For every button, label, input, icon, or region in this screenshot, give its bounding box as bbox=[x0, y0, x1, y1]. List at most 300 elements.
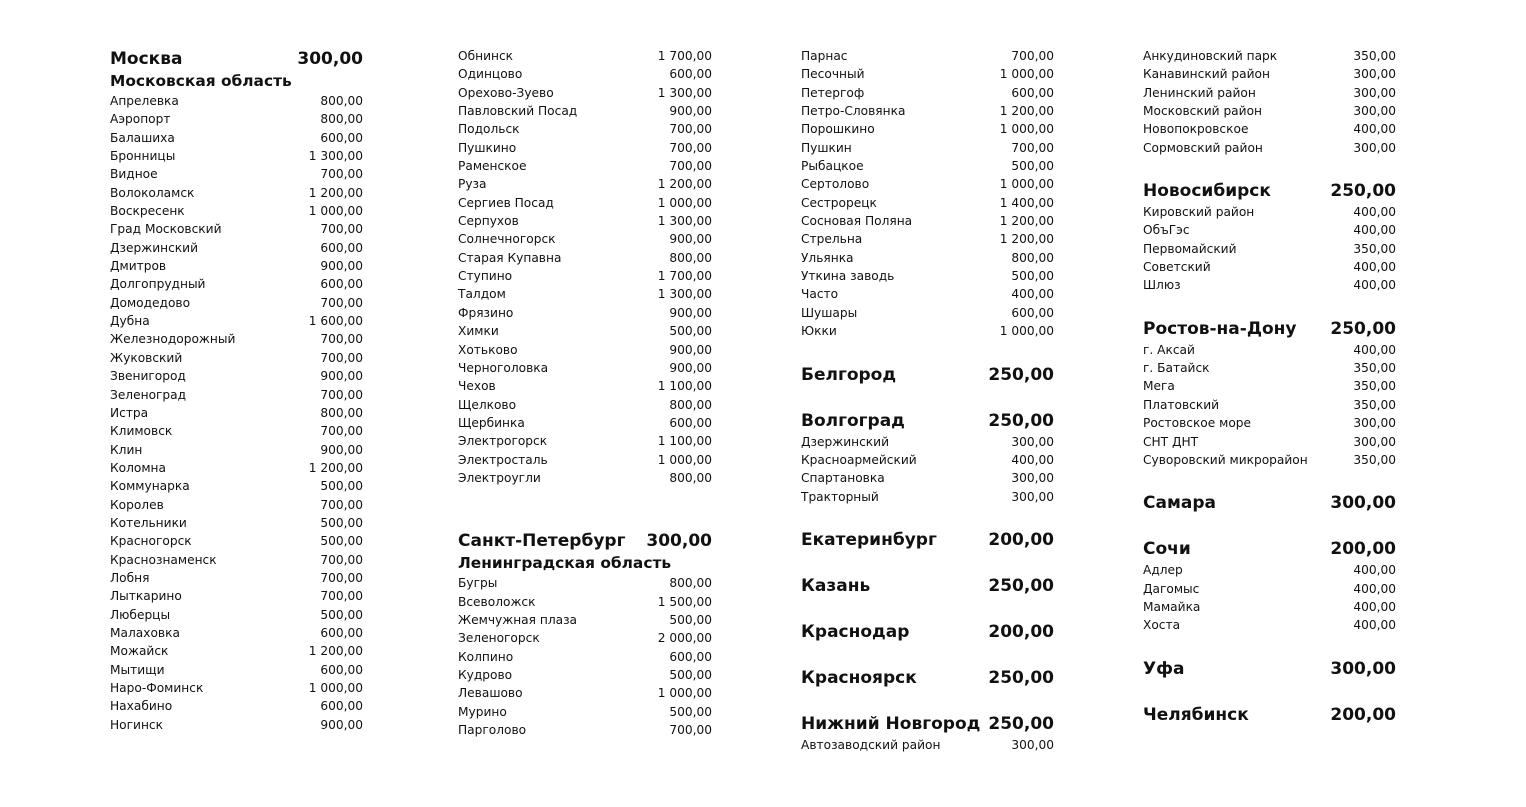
location-name: Шушары bbox=[801, 305, 858, 320]
price-row bbox=[801, 322, 1054, 340]
price-row bbox=[110, 587, 363, 605]
location-name: Климовск bbox=[110, 424, 173, 439]
location-price: 900,00 bbox=[320, 369, 363, 384]
location-name: Электросталь bbox=[458, 452, 548, 467]
location-name: Долгопрудный bbox=[110, 277, 206, 292]
city-name: Уфа bbox=[1143, 658, 1185, 679]
price-row bbox=[1143, 120, 1396, 138]
location-price: 1 300,00 bbox=[657, 85, 712, 100]
location-name: Сормовский район bbox=[1143, 140, 1263, 155]
location-price: 700,00 bbox=[669, 140, 712, 155]
location-price: 700,00 bbox=[320, 552, 363, 567]
location-price: 800,00 bbox=[320, 405, 363, 420]
location-name: Железнодорожный bbox=[110, 332, 236, 347]
location-price: 1 000,00 bbox=[999, 122, 1054, 137]
city-section bbox=[801, 620, 1054, 644]
city-name: Краснодар bbox=[801, 621, 910, 642]
price-row bbox=[110, 441, 363, 459]
city-name: Волгоград bbox=[801, 410, 905, 431]
city-header bbox=[1143, 491, 1396, 515]
price-row bbox=[458, 304, 712, 322]
location-price: 900,00 bbox=[669, 305, 712, 320]
location-price: 1 200,00 bbox=[999, 232, 1054, 247]
price-column-2 bbox=[458, 47, 712, 739]
location-name: Мытищи bbox=[110, 662, 165, 677]
location-price: 400,00 bbox=[1353, 278, 1396, 293]
location-name: Серпухов bbox=[458, 214, 519, 229]
location-price: 350,00 bbox=[1353, 379, 1396, 394]
price-row bbox=[801, 194, 1054, 212]
location-price: 1 000,00 bbox=[999, 324, 1054, 339]
price-row bbox=[458, 721, 712, 739]
location-name: Аэропорт bbox=[110, 112, 171, 127]
location-name: Ногинск bbox=[110, 717, 163, 732]
location-name: Жуковский bbox=[110, 350, 183, 365]
location-name: Рыбацкое bbox=[801, 159, 864, 174]
location-name: Волоколамск bbox=[110, 185, 195, 200]
location-price: 1 200,00 bbox=[308, 460, 363, 475]
price-row bbox=[110, 551, 363, 569]
price-row bbox=[110, 642, 363, 660]
price-row bbox=[458, 451, 712, 469]
location-price: 700,00 bbox=[320, 167, 363, 182]
location-name: Сертолово bbox=[801, 177, 870, 192]
city-header bbox=[1143, 179, 1396, 203]
price-row bbox=[110, 92, 363, 110]
location-name: Дзержинский bbox=[110, 240, 199, 255]
city-header bbox=[110, 47, 363, 71]
location-price: 900,00 bbox=[320, 717, 363, 732]
city-header bbox=[801, 620, 1054, 644]
city-price: 200,00 bbox=[1330, 539, 1396, 560]
city-header bbox=[1143, 317, 1396, 341]
price-row bbox=[110, 312, 363, 330]
city-section bbox=[458, 529, 712, 739]
location-name: Орехово-Зуево bbox=[458, 85, 554, 100]
city-header bbox=[1143, 537, 1396, 561]
price-row bbox=[1143, 240, 1396, 258]
location-name: Электроугли bbox=[458, 470, 541, 485]
price-row bbox=[458, 611, 712, 629]
location-price: 600,00 bbox=[320, 662, 363, 677]
price-row bbox=[1143, 433, 1396, 451]
price-row bbox=[458, 285, 712, 303]
price-row bbox=[458, 212, 712, 230]
price-column-3 bbox=[801, 47, 1054, 754]
price-row bbox=[801, 736, 1054, 754]
price-row bbox=[110, 330, 363, 348]
location-price: 400,00 bbox=[1353, 599, 1396, 614]
city-section bbox=[1143, 47, 1396, 157]
price-row bbox=[110, 569, 363, 587]
price-row bbox=[801, 285, 1054, 303]
city-price: 250,00 bbox=[988, 713, 1054, 734]
city-name: Челябинск bbox=[1143, 704, 1249, 725]
location-name: Стрельна bbox=[801, 232, 863, 247]
city-name: Казань bbox=[801, 575, 871, 596]
location-price: 600,00 bbox=[669, 67, 712, 82]
price-row bbox=[110, 459, 363, 477]
location-price: 1 000,00 bbox=[999, 67, 1054, 82]
price-row bbox=[458, 157, 712, 175]
price-row bbox=[458, 102, 712, 120]
location-price: 700,00 bbox=[669, 159, 712, 174]
location-price: 900,00 bbox=[669, 232, 712, 247]
city-price: 200,00 bbox=[988, 529, 1054, 550]
price-row bbox=[458, 194, 712, 212]
location-name: Старая Купавна bbox=[458, 250, 562, 265]
location-price: 500,00 bbox=[669, 667, 712, 682]
price-column-1 bbox=[110, 47, 363, 734]
price-row bbox=[458, 414, 712, 432]
location-name: Московский район bbox=[1143, 104, 1263, 119]
city-name: Новосибирск bbox=[1143, 181, 1271, 202]
location-price: 600,00 bbox=[320, 240, 363, 255]
location-name: Мурино bbox=[458, 704, 507, 719]
city-section bbox=[458, 47, 712, 487]
city-name: Ростов-на-Дону bbox=[1143, 318, 1297, 339]
location-name: Коммунарка bbox=[110, 479, 190, 494]
location-name: Обнинск bbox=[458, 49, 514, 63]
city-header bbox=[458, 529, 712, 553]
price-row bbox=[110, 184, 363, 202]
price-row bbox=[801, 65, 1054, 83]
location-name: Шлюз bbox=[1143, 278, 1181, 293]
city-section bbox=[1143, 179, 1396, 295]
location-price: 300,00 bbox=[1011, 489, 1054, 504]
location-price: 600,00 bbox=[320, 625, 363, 640]
price-row bbox=[801, 451, 1054, 469]
city-header bbox=[801, 528, 1054, 552]
location-name: Солнечногорск bbox=[458, 232, 556, 247]
city-section bbox=[1143, 657, 1396, 681]
location-name: Платовский bbox=[1143, 397, 1220, 412]
city-price: 250,00 bbox=[1330, 318, 1396, 339]
location-name: Хотьково bbox=[458, 342, 518, 357]
location-name: Подольск bbox=[458, 122, 520, 137]
city-name: Сочи bbox=[1143, 539, 1191, 560]
city-header bbox=[1143, 703, 1396, 727]
location-name: Павловский Посад bbox=[458, 104, 578, 119]
location-name: Песочный bbox=[801, 67, 865, 82]
location-name: Фрязино bbox=[458, 305, 514, 320]
city-name: Белгород bbox=[801, 364, 897, 385]
price-row bbox=[801, 84, 1054, 102]
location-name: Лыткарино bbox=[110, 589, 182, 604]
location-name: Ростовское море bbox=[1143, 416, 1252, 431]
price-row bbox=[1143, 102, 1396, 120]
price-row bbox=[458, 322, 712, 340]
location-price: 1 300,00 bbox=[657, 287, 712, 302]
price-row bbox=[1143, 203, 1396, 221]
price-row bbox=[1143, 47, 1396, 65]
location-name: Новопокровское bbox=[1143, 122, 1249, 137]
price-row bbox=[458, 341, 712, 359]
price-row bbox=[458, 684, 712, 702]
price-row bbox=[801, 157, 1054, 175]
location-price: 400,00 bbox=[1353, 223, 1396, 238]
location-name: г. Батайск bbox=[1143, 361, 1210, 376]
price-row bbox=[458, 249, 712, 267]
location-price: 800,00 bbox=[669, 576, 712, 591]
location-name: Ленинский район bbox=[1143, 85, 1256, 100]
price-row bbox=[458, 469, 712, 487]
location-price: 800,00 bbox=[320, 94, 363, 108]
location-name: Ступино bbox=[458, 269, 513, 284]
location-price: 1 300,00 bbox=[657, 214, 712, 229]
city-name: Санкт-Петербург bbox=[458, 531, 626, 552]
location-price: 500,00 bbox=[669, 324, 712, 339]
price-row bbox=[1143, 84, 1396, 102]
location-name: Колпино bbox=[458, 649, 514, 664]
location-price: 1 000,00 bbox=[308, 204, 363, 219]
location-price: 1 200,00 bbox=[657, 177, 712, 192]
location-price: 800,00 bbox=[1011, 250, 1054, 265]
price-row bbox=[110, 294, 363, 312]
location-price: 1 700,00 bbox=[657, 269, 712, 284]
location-price: 500,00 bbox=[320, 534, 363, 549]
price-row bbox=[458, 84, 712, 102]
price-row bbox=[801, 120, 1054, 138]
price-row bbox=[801, 469, 1054, 487]
city-name: Нижний Новгород bbox=[801, 713, 981, 734]
location-price: 1 000,00 bbox=[657, 686, 712, 701]
price-row bbox=[1143, 139, 1396, 157]
city-section bbox=[801, 363, 1054, 387]
location-price: 400,00 bbox=[1353, 122, 1396, 137]
location-name: Истра bbox=[110, 405, 149, 420]
location-name: Сестрорецк bbox=[801, 195, 877, 210]
price-row bbox=[110, 514, 363, 532]
price-row bbox=[110, 477, 363, 495]
location-name: г. Аксай bbox=[1143, 342, 1195, 357]
location-name: Часто bbox=[801, 287, 839, 302]
city-name: Екатеринбург bbox=[801, 529, 937, 550]
location-name: Автозаводский район bbox=[801, 737, 941, 752]
location-price: 600,00 bbox=[320, 130, 363, 145]
location-name: Химки bbox=[458, 324, 499, 339]
location-name: Пушкино bbox=[458, 140, 517, 155]
location-price: 1 000,00 bbox=[308, 681, 363, 695]
location-price: 300,00 bbox=[1353, 104, 1396, 119]
city-price: 300,00 bbox=[297, 49, 363, 69]
location-name: Хоста bbox=[1143, 618, 1181, 633]
location-name: Советский bbox=[1143, 260, 1211, 275]
location-name: Дмитров bbox=[110, 259, 167, 274]
price-row bbox=[458, 230, 712, 248]
location-price: 800,00 bbox=[669, 397, 712, 412]
price-row bbox=[801, 230, 1054, 248]
location-price: 350,00 bbox=[1353, 241, 1396, 256]
region-subtitle: Ленинградская область bbox=[458, 554, 672, 573]
location-name: Петергоф bbox=[801, 85, 865, 100]
location-name: Чехов bbox=[458, 379, 496, 394]
location-name: Ульянка bbox=[801, 250, 854, 265]
location-name: Всеволожск bbox=[458, 594, 536, 609]
location-name: Спартановка bbox=[801, 471, 885, 486]
location-price: 700,00 bbox=[320, 332, 363, 347]
location-name: Порошкино bbox=[801, 122, 875, 137]
location-name: Левашово bbox=[458, 686, 523, 701]
location-price: 1 200,00 bbox=[999, 104, 1054, 119]
city-header bbox=[801, 363, 1054, 387]
location-name: Апрелевка bbox=[110, 94, 179, 108]
location-name: Коломна bbox=[110, 460, 166, 475]
price-row bbox=[1143, 221, 1396, 239]
location-price: 700,00 bbox=[320, 350, 363, 365]
price-row bbox=[801, 267, 1054, 285]
location-price: 500,00 bbox=[320, 515, 363, 530]
location-name: Лобня bbox=[110, 570, 150, 585]
city-name: Красноярск bbox=[801, 667, 917, 688]
location-name: Уткина заводь bbox=[801, 269, 895, 284]
price-row bbox=[458, 47, 712, 65]
location-price: 600,00 bbox=[1011, 305, 1054, 320]
price-row bbox=[801, 102, 1054, 120]
price-row bbox=[110, 386, 363, 404]
price-row bbox=[1143, 258, 1396, 276]
location-name: Бугры bbox=[458, 576, 498, 591]
city-header bbox=[801, 409, 1054, 433]
price-row bbox=[801, 488, 1054, 506]
location-name: Черноголовка bbox=[458, 360, 549, 375]
location-price: 400,00 bbox=[1353, 342, 1396, 357]
city-section bbox=[1143, 537, 1396, 634]
price-row bbox=[110, 661, 363, 679]
location-name: ОбъГэс bbox=[1143, 223, 1190, 238]
location-name: Пушкин bbox=[801, 140, 852, 155]
location-name: Бронницы bbox=[110, 149, 176, 164]
location-price: 400,00 bbox=[1353, 581, 1396, 596]
price-row bbox=[458, 65, 712, 83]
location-price: 500,00 bbox=[1011, 159, 1054, 174]
location-price: 300,00 bbox=[1011, 737, 1054, 752]
location-price: 500,00 bbox=[669, 612, 712, 627]
price-row bbox=[458, 593, 712, 611]
city-price: 300,00 bbox=[1330, 658, 1396, 679]
price-row bbox=[110, 606, 363, 624]
location-name: СНТ ДНТ bbox=[1143, 434, 1199, 449]
city-name: Самара bbox=[1143, 493, 1216, 514]
price-row bbox=[458, 377, 712, 395]
city-section bbox=[801, 574, 1054, 598]
location-price: 400,00 bbox=[1011, 287, 1054, 302]
location-price: 900,00 bbox=[320, 442, 363, 457]
location-price: 900,00 bbox=[669, 104, 712, 119]
location-name: Юкки bbox=[801, 324, 837, 339]
city-section bbox=[110, 47, 363, 734]
location-name: Щербинка bbox=[458, 415, 525, 430]
city-price: 200,00 bbox=[1330, 704, 1396, 725]
location-price: 300,00 bbox=[1011, 434, 1054, 449]
location-price: 300,00 bbox=[1353, 67, 1396, 82]
location-price: 500,00 bbox=[320, 607, 363, 622]
location-price: 900,00 bbox=[320, 259, 363, 274]
location-price: 400,00 bbox=[1353, 205, 1396, 220]
location-name: Дзержинский bbox=[801, 434, 890, 449]
location-price: 500,00 bbox=[1011, 269, 1054, 284]
location-price: 2 000,00 bbox=[657, 631, 712, 646]
price-row bbox=[110, 679, 363, 697]
location-price: 400,00 bbox=[1353, 260, 1396, 275]
price-row bbox=[110, 697, 363, 715]
location-price: 300,00 bbox=[1011, 471, 1054, 486]
price-row bbox=[1143, 561, 1396, 579]
city-price: 300,00 bbox=[1330, 493, 1396, 514]
price-row bbox=[458, 629, 712, 647]
location-name: Жемчужная плаза bbox=[458, 612, 578, 627]
price-row bbox=[1143, 276, 1396, 294]
price-row bbox=[110, 202, 363, 220]
price-row bbox=[801, 212, 1054, 230]
city-price: 250,00 bbox=[1330, 181, 1396, 202]
price-row bbox=[801, 47, 1054, 65]
location-price: 1 000,00 bbox=[657, 452, 712, 467]
location-name: Краснознаменск bbox=[110, 552, 217, 567]
location-name: Парголово bbox=[458, 723, 527, 737]
price-row bbox=[458, 432, 712, 450]
location-name: Канавинский район bbox=[1143, 67, 1270, 82]
price-row bbox=[1143, 377, 1396, 395]
price-row bbox=[110, 624, 363, 642]
location-price: 400,00 bbox=[1353, 618, 1396, 633]
city-section bbox=[1143, 703, 1396, 727]
location-name: Электрогорск bbox=[458, 434, 548, 449]
location-price: 700,00 bbox=[669, 723, 712, 737]
location-price: 700,00 bbox=[320, 497, 363, 512]
location-price: 800,00 bbox=[320, 112, 363, 127]
location-price: 800,00 bbox=[669, 250, 712, 265]
price-row bbox=[458, 359, 712, 377]
region-subtitle: Московская область bbox=[110, 72, 292, 90]
location-price: 500,00 bbox=[669, 704, 712, 719]
location-price: 400,00 bbox=[1353, 563, 1396, 578]
location-name: Видное bbox=[110, 167, 158, 182]
price-row bbox=[1143, 616, 1396, 634]
location-price: 700,00 bbox=[320, 295, 363, 310]
location-price: 600,00 bbox=[320, 277, 363, 292]
city-price: 300,00 bbox=[646, 531, 712, 552]
location-name: Парнас bbox=[801, 49, 848, 63]
location-price: 400,00 bbox=[1011, 452, 1054, 467]
price-row bbox=[110, 275, 363, 293]
location-price: 600,00 bbox=[669, 649, 712, 664]
price-row bbox=[458, 139, 712, 157]
location-name: Кировский район bbox=[1143, 205, 1255, 220]
location-name: Клин bbox=[110, 442, 143, 457]
location-price: 700,00 bbox=[1011, 49, 1054, 63]
location-name: Мега bbox=[1143, 379, 1175, 394]
price-row bbox=[1143, 598, 1396, 616]
location-price: 300,00 bbox=[1353, 416, 1396, 431]
location-price: 600,00 bbox=[1011, 85, 1054, 100]
price-row bbox=[110, 367, 363, 385]
location-name: Анкудиновский парк bbox=[1143, 49, 1278, 63]
location-name: Воскресенк bbox=[110, 204, 185, 219]
location-name: Котельники bbox=[110, 515, 187, 530]
location-name: Суворовский микрорайон bbox=[1143, 452, 1308, 467]
location-name: Звенигород bbox=[110, 369, 186, 384]
location-price: 600,00 bbox=[320, 699, 363, 714]
location-name: Можайск bbox=[110, 644, 169, 659]
location-price: 1 200,00 bbox=[308, 185, 363, 200]
location-name: Раменское bbox=[458, 159, 527, 174]
price-row bbox=[1143, 65, 1396, 83]
price-row bbox=[458, 175, 712, 193]
price-row bbox=[110, 257, 363, 275]
city-header bbox=[1143, 657, 1396, 681]
location-name: Королев bbox=[110, 497, 164, 512]
